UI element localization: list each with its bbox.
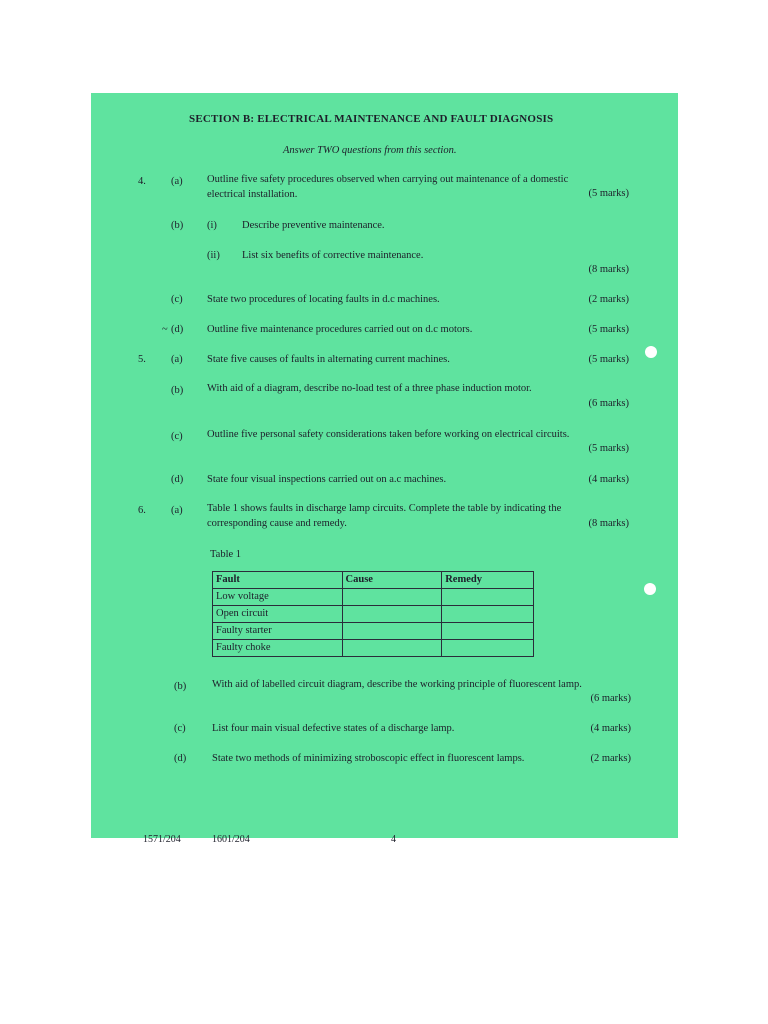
header-remedy: Remedy [442, 572, 534, 589]
q6c-text: List four main visual defective states of a discharge lamp. [212, 723, 455, 734]
q5c-text: Outline five personal safety considerations taken before working on electrical circuits. [207, 429, 570, 440]
q6a-text-line2: corresponding cause and remedy. [207, 518, 347, 529]
q4c-label: (c) [171, 294, 183, 305]
cause-cell [342, 640, 442, 657]
table-row [213, 589, 534, 606]
section-title: SECTION B: ELECTRICAL MAINTENANCE AND FAULT DIAGNOSIS [189, 113, 554, 125]
question-6-number: 6. [138, 505, 146, 516]
cause-cell [342, 589, 442, 606]
q5a-label: (a) [171, 354, 183, 365]
q4d-label: (d) [171, 324, 184, 335]
q5b-marks: (6 marks) [588, 398, 629, 409]
q6d-marks: (2 marks) [590, 753, 631, 764]
fault-cell: Low voltage [213, 589, 343, 606]
q4d-tick-mark: ~ [162, 324, 168, 335]
q4d-text: Outline five maintenance procedures carried out on d.c motors. [207, 324, 473, 335]
punch-hole [644, 583, 656, 595]
q6c-label: (c) [174, 723, 186, 734]
question-4-number: 4. [138, 176, 146, 187]
q5d-text: State four visual inspections carried out on a.c machines. [207, 474, 447, 485]
remedy-cell [442, 623, 534, 640]
cause-cell [342, 606, 442, 623]
table-caption: Table 1 [210, 549, 242, 560]
q4b-ii-label: (ii) [207, 250, 220, 261]
fault-cell: Open circuit [213, 606, 343, 623]
remedy-cell [442, 606, 534, 623]
q6a-label: (a) [171, 505, 183, 516]
remedy-cell [442, 640, 534, 657]
q5c-marks: (5 marks) [588, 443, 629, 454]
punch-hole [645, 346, 657, 358]
q4a-label: (a) [171, 176, 183, 187]
footer-paper-code-1: 1571/204 [143, 834, 181, 845]
q5a-text: State five causes of faults in alternating current machines. [207, 354, 450, 365]
q4c-marks: (2 marks) [588, 294, 629, 305]
q6a-marks: (8 marks) [588, 518, 629, 529]
q4b-label: (b) [171, 220, 184, 231]
q5a-marks: (5 marks) [588, 354, 629, 365]
q5c-label: (c) [171, 431, 183, 442]
q4a-text-line1: Outline five safety procedures observed when carrying out maintenance of a domestic [207, 174, 569, 185]
faults-table [212, 571, 534, 657]
q5d-marks: (4 marks) [588, 474, 629, 485]
header-fault: Fault [213, 572, 343, 589]
q4a-marks: (5 marks) [588, 188, 629, 199]
cause-cell [342, 623, 442, 640]
q6b-text: With aid of labelled circuit diagram, describe the working principle of fluorescent lamp. [212, 679, 582, 690]
section-instruction: Answer TWO questions from this section. [283, 145, 457, 156]
q5b-label: (b) [171, 385, 184, 396]
fault-cell: Faulty starter [213, 623, 343, 640]
question-5-number: 5. [138, 354, 146, 365]
q4b-i-text: Describe preventive maintenance. [242, 220, 385, 231]
q6b-marks: (6 marks) [590, 693, 631, 704]
q4c-text: State two procedures of locating faults in d.c machines. [207, 294, 440, 305]
table-row [213, 606, 534, 623]
q4b-ii-text: List six benefits of corrective maintenance. [242, 250, 424, 261]
q4d-marks: (5 marks) [588, 324, 629, 335]
header-cause: Cause [342, 572, 442, 589]
q5d-label: (d) [171, 474, 184, 485]
q6d-text: State two methods of minimizing stroboscopic effect in fluorescent lamps. [212, 753, 525, 764]
q4a-text-line2: electrical installation. [207, 189, 298, 200]
footer-page-number: 4 [391, 834, 396, 845]
table-header-row [213, 572, 534, 589]
exam-page [91, 93, 678, 845]
q4b-i-label: (i) [207, 220, 217, 231]
q6c-marks: (4 marks) [590, 723, 631, 734]
q6d-label: (d) [174, 753, 187, 764]
q6b-label: (b) [174, 681, 187, 692]
table-row [213, 640, 534, 657]
fault-cell: Faulty choke [213, 640, 343, 657]
footer-paper-code-2: 1601/204 [212, 834, 250, 845]
remedy-cell [442, 589, 534, 606]
q4b-marks: (8 marks) [588, 264, 629, 275]
q5b-text: With aid of a diagram, describe no-load test of a three phase induction motor. [207, 383, 532, 394]
q6a-text-line1: Table 1 shows faults in discharge lamp circuits. Complete the table by indicating the [207, 503, 562, 514]
table-row [213, 623, 534, 640]
